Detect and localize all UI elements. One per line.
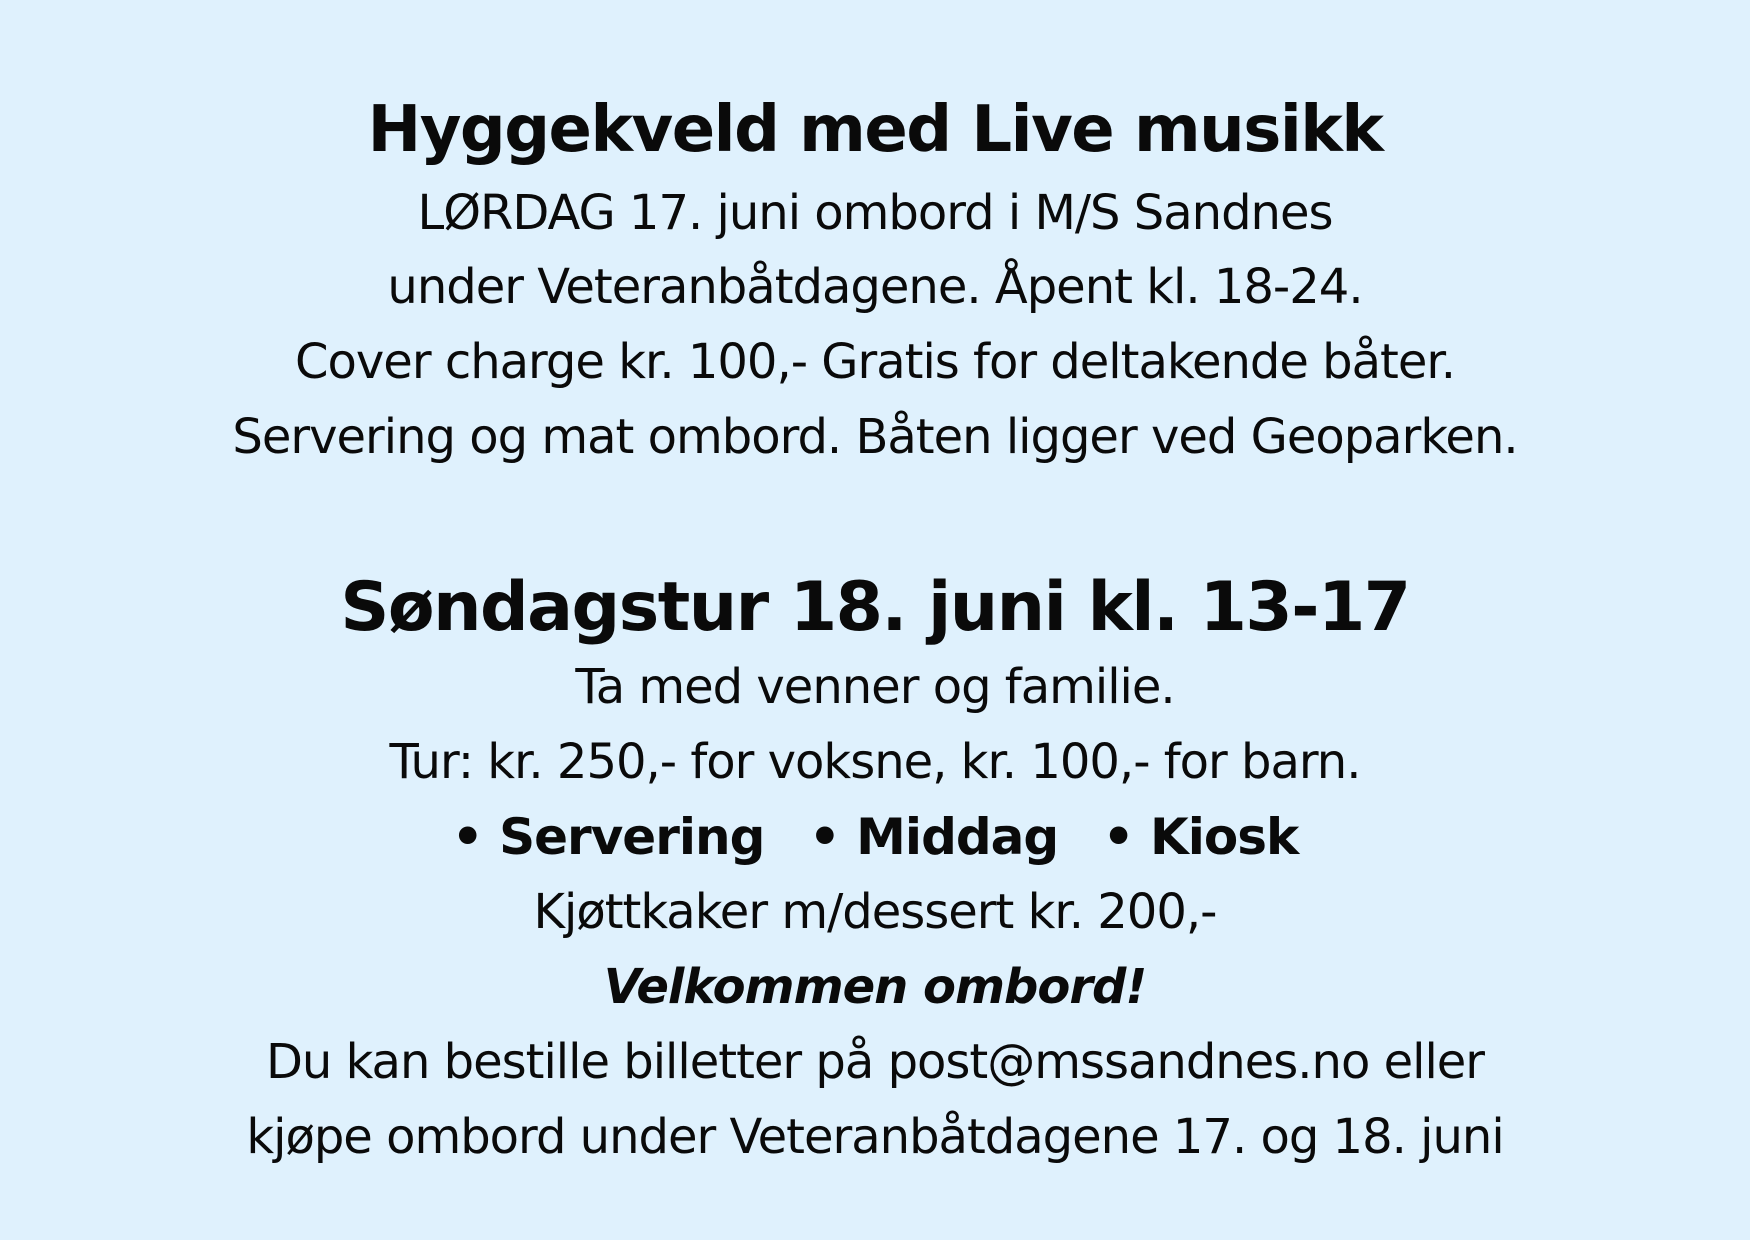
sunday-menu: Kjøttkaker m/dessert kr. 200,-	[533, 884, 1217, 940]
saturday-line-hours: under Veteranbåtdagene. Åpent kl. 18-24.	[387, 259, 1363, 315]
saturday-line-price: Cover charge kr. 100,- Gratis for deltakende båter.	[295, 334, 1455, 390]
sunday-line-price: Tur: kr. 250,- for voksne, kr. 100,- for barn.	[389, 734, 1361, 790]
welcome-text: Velkommen ombord!	[603, 959, 1147, 1015]
sunday-features	[0, 804, 1750, 870]
feature-servering: • Servering	[451, 808, 765, 866]
sunday-title: Søndagstur 18. juni kl. 13-17	[340, 568, 1410, 647]
booking-line-1: Du kan bestille billetter på post@mssandnes.no eller	[265, 1034, 1485, 1090]
saturday-line-date: LØRDAG 17. juni ombord i M/S Sandnes	[417, 185, 1333, 241]
saturday-title: Hyggekveld med Live musikk	[367, 93, 1383, 167]
feature-middag: • Middag	[808, 808, 1059, 866]
saturday-line-location: Servering og mat ombord. Båten ligger ved Geoparken.	[232, 409, 1518, 465]
sunday-line-invite: Ta med venner og familie.	[575, 659, 1175, 715]
booking-line-2: kjøpe ombord under Veteranbåtdagene 17. og 18. juni	[246, 1109, 1504, 1165]
feature-kiosk: • Kiosk	[1102, 808, 1299, 866]
